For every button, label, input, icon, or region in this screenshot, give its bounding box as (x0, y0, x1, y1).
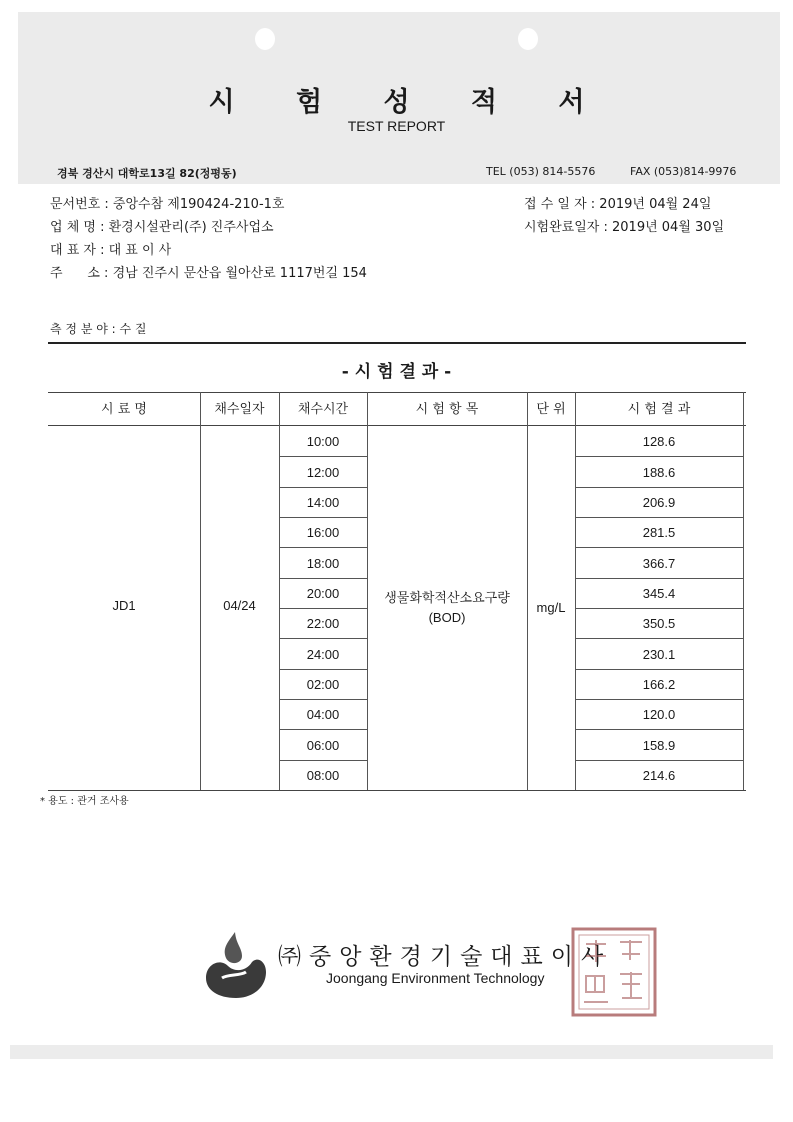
test-item-code: (BOD) (428, 610, 466, 625)
sampling-time: 16:00 (279, 517, 367, 548)
result-value: 350.5 (575, 608, 743, 639)
result-value: 188.6 (575, 457, 743, 488)
sampling-time: 08:00 (306, 767, 340, 783)
column-header-time: 채수시간 (297, 402, 349, 417)
punch-hole (255, 28, 275, 50)
results-title: - 시 험 결 과 - (341, 362, 452, 382)
divider (48, 342, 746, 344)
address: 경남 진주시 문산읍 월아산로 1117번길 154 (112, 266, 367, 281)
sampling-time: 14:00 (279, 487, 367, 518)
result-value: 206.9 (575, 487, 743, 518)
measurement-field-row (50, 320, 147, 337)
sampling-time: 22:00 (279, 608, 367, 639)
report-subtitle: TEST REPORT (347, 118, 446, 134)
lab-fax: FAX (053)814-9976 (630, 165, 737, 178)
column-header-sample: 시 료 명 (101, 402, 147, 417)
table-gridline (200, 392, 201, 790)
sampling-time: 06:00 (279, 730, 367, 761)
company-name: 환경시설관리(주) 진주사업소 (108, 220, 274, 235)
sampling-time: 12:00 (279, 457, 367, 488)
address-row (50, 262, 367, 281)
sampling-date: 04/24 (223, 598, 256, 613)
column-header-result: 시 험 결 과 (627, 402, 691, 417)
doc-number: 중앙수참 제190424-210-1호 (112, 197, 285, 212)
address-label: 주 소 : (50, 266, 109, 281)
lab-address: 경북 경산시 대학로13길 82(정평동) (57, 167, 237, 180)
lab-tel: TEL (053) 814-5576 (486, 165, 596, 178)
result-value: 281.5 (575, 517, 743, 548)
company-name-en: Joongang Environment Technology (326, 970, 545, 986)
sampling-time: 24:00 (279, 639, 367, 670)
divider (48, 392, 746, 393)
sampling-time: 10:00 (279, 426, 367, 457)
official-seal-icon (570, 926, 658, 1018)
company-logo-icon (200, 928, 270, 1000)
usage-note: * 용도 : 관거 조사용 (40, 796, 129, 807)
company-row (50, 216, 274, 235)
column-header-unit: 단 위 (536, 402, 566, 417)
sampling-time: 18:00 (279, 548, 367, 579)
test-item-name: 생물화학적산소요구량 (384, 591, 510, 606)
sample-name: JD1 (112, 598, 136, 613)
sampling-time: 02:00 (279, 669, 367, 700)
sampling-time: 20:00 (279, 578, 367, 609)
company-name-kr: ㈜중앙환경기술대표이사 (278, 944, 612, 970)
column-header-item: 시 험 항 목 (415, 402, 479, 417)
received-date: 2019년 04월 24일 (599, 197, 712, 212)
sampling-time: 04:00 (279, 699, 367, 730)
measurement-field-label: 측 정 분 야 : (50, 322, 116, 336)
bottom-band (10, 1045, 773, 1059)
result-value: 366.7 (575, 548, 743, 579)
column-header-date: 채수일자 (214, 402, 265, 417)
completed-date: 2019년 04월 30일 (612, 220, 725, 235)
received-date-row (524, 193, 711, 212)
representative-label: 대 표 자 : (50, 243, 105, 258)
company-label: 업 체 명 : (50, 220, 105, 235)
result-value: 230.1 (575, 639, 743, 670)
table-gridline (743, 392, 744, 790)
result-value: 166.2 (575, 669, 743, 700)
result-value: 120.0 (575, 699, 743, 730)
completed-date-row (524, 216, 724, 235)
representative-row (50, 239, 171, 258)
unit: mg/L (536, 600, 566, 615)
result-value: 128.6 (575, 426, 743, 457)
representative: 대 표 이 사 (108, 243, 172, 258)
result-value: 345.4 (575, 578, 743, 609)
doc-number-row (50, 193, 284, 212)
punch-hole (518, 28, 538, 50)
table-gridline (527, 392, 528, 790)
result-value: 158.9 (575, 730, 743, 761)
measurement-field: 수 질 (119, 322, 147, 336)
result-value: 214.6 (642, 767, 676, 783)
received-date-label: 접 수 일 자 : (524, 197, 596, 212)
completed-date-label: 시험완료일자 : (524, 220, 608, 235)
doc-number-label: 문서번호 : (50, 197, 109, 212)
divider (48, 790, 746, 791)
report-title: 시 험 성 적 서 (208, 87, 611, 118)
